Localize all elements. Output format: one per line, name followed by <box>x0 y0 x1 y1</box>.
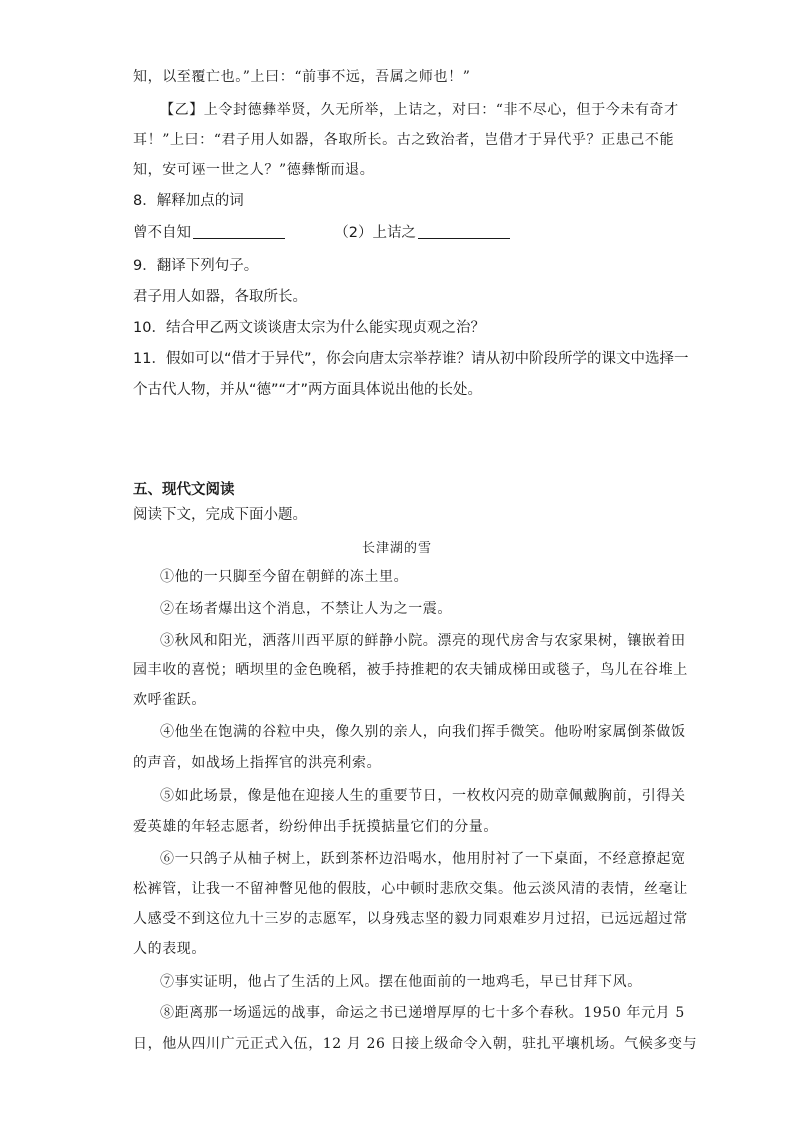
question-8-items <box>133 223 510 243</box>
question-9-sentence: 君子用人如器，各取所长。 <box>133 289 307 305</box>
classical-line-3: 耳！”上曰：“君子用人如器，各取所长。古之致治者，岂借才于异代乎？正患己不能 <box>133 132 675 148</box>
question-11-line-1: 11．假如可以“借才于异代”，你会向唐太宗举荐谁？请从初中阶段所学的课文中选择一 <box>133 351 689 367</box>
section-heading: 五、现代文阅读 <box>133 482 235 498</box>
question-8: 8．解释加点的词 <box>133 193 244 209</box>
passage-line: 的声音，如战场上指挥官的洪亮利索。 <box>133 755 382 771</box>
passage-line: 人感受不到这位九十三岁的志愿军，以身残志坚的毅力同艰难岁月过招，已远远超过常 <box>133 911 688 927</box>
passage-title: 长津湖的雪 <box>361 541 432 556</box>
passage-line: 松裤管，让我一不留神瞥见他的假肢，心中顿时悲欣交集。他云淡风清的表情，丝毫让 <box>133 881 688 897</box>
passage-line: ⑥一只鸽子从柚子树上，跃到茶杯边沿喝水，他用肘衬了一下桌面，不经意撩起宽 <box>160 851 686 867</box>
passage-line: 人的表现。 <box>133 941 206 957</box>
passage-line: 爱英雄的年轻志愿者，纷纷伸出手抚摸掂量它们的分量。 <box>133 819 498 835</box>
passage-line: ⑤如此场景，像是他在迎接人生的重要节日，一枚枚闪亮的勋章佩戴胸前，引得关 <box>160 788 686 804</box>
passage-line: 日，他从四川广元正式入伍，12 月 26 日接上级命令入朝，驻扎平壤机场。气候多变与 <box>133 1036 698 1052</box>
question-8-item-2: （2）上诘之 <box>334 225 416 241</box>
passage-line: ②在场者爆出这个消息，不禁让人为之一震。 <box>160 601 452 617</box>
question-9: 9．翻译下列句子。 <box>133 258 259 274</box>
classical-line-2: 【乙】上令封德彝举贤，久无所举，上诘之，对曰：“非不尽心，但于今未有奇才 <box>160 102 679 118</box>
classical-line-1: 知，以至覆亡也。”上曰：“前事不远，吾属之师也！” <box>133 69 471 85</box>
passage-line: ③秋风和阳光，洒落川西平原的鲜静小院。漂亮的现代房舍与农家果树，镶嵌着田 <box>160 633 686 649</box>
classical-line-4: 知，安可诬一世之人？”德彝惭而退。 <box>133 162 375 178</box>
passage-line: ⑧距离那一场遥远的战事，命运之书已递增厚厚的七十多个春秋。1950 年元月 5 <box>160 1005 685 1021</box>
passage-line: 园丰收的喜悦；晒坝里的金色晚稻，被手持推耙的农夫铺成梯田或毯子，鸟儿在谷堆上 <box>133 662 688 678</box>
answer-blank-2[interactable] <box>418 224 510 239</box>
passage-line: 欢呼雀跃。 <box>133 692 206 708</box>
question-11-line-2: 个古代人物，并从“德”“才”两方面具体说出他的长处。 <box>133 382 483 398</box>
question-10: 10．结合甲乙两文谈谈唐太宗为什么能实现贞观之治？ <box>133 320 485 336</box>
passage-line: ⑦事实证明，他占了生活的上风。摆在他面前的一地鸡毛，早已甘拜下风。 <box>160 974 642 990</box>
passage-line: ④他坐在饱满的谷粒中央，像久别的亲人，向我们挥手微笑。他吩咐家属倒茶做饭 <box>160 724 686 740</box>
question-8-item-1: 曾不自知 <box>133 225 191 241</box>
passage-line: ①他的一只脚至今留在朝鲜的冻土里。 <box>160 569 409 585</box>
answer-blank-1[interactable] <box>193 224 285 239</box>
section-instruction: 阅读下文，完成下面小题。 <box>133 507 307 523</box>
